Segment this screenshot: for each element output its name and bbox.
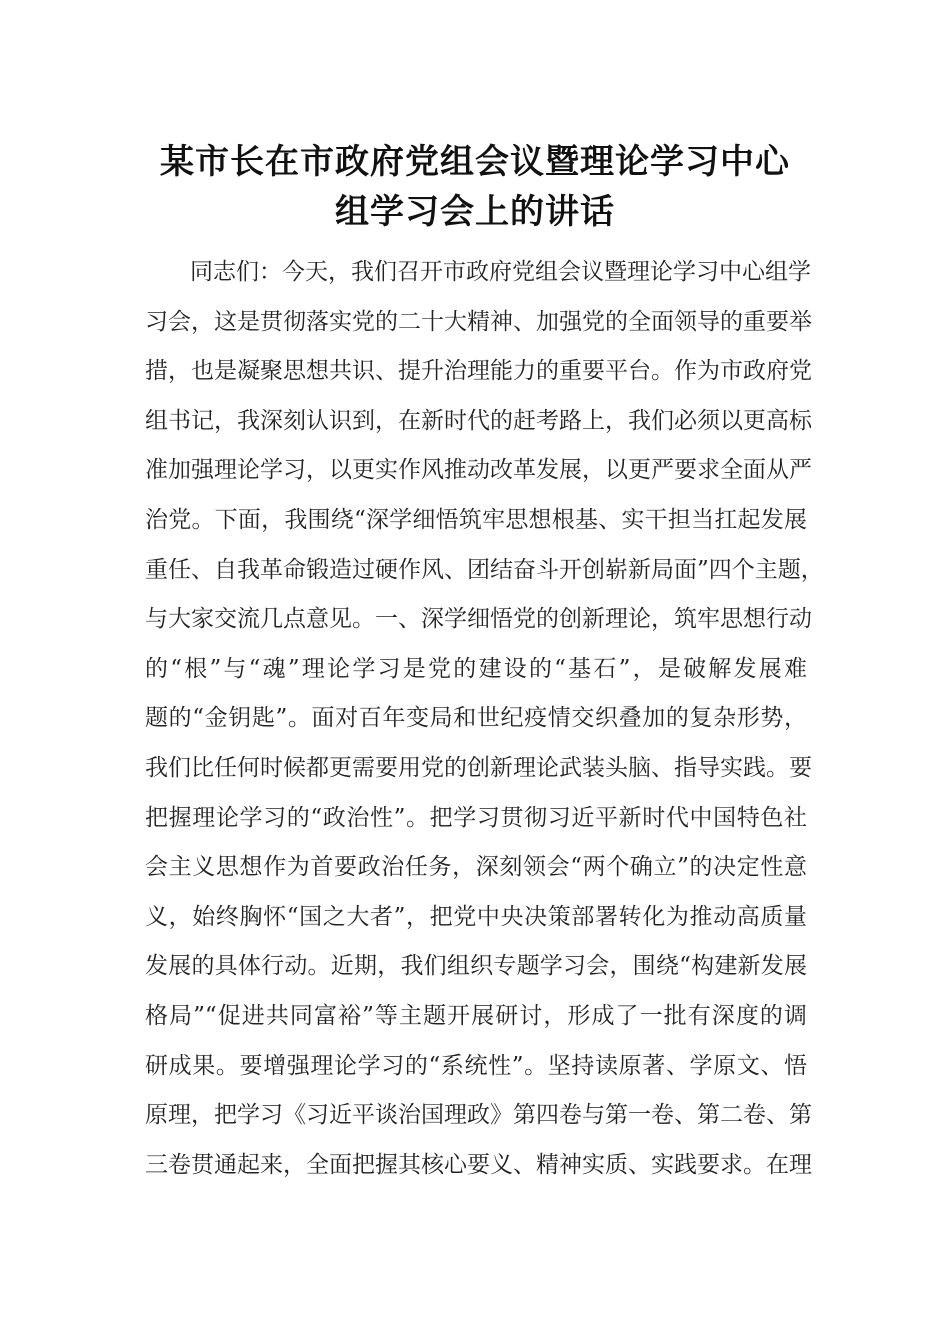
body-text-line: 与大家交流几点意见。一、深学细悟党的创新理论，筑牢思想行动 — [145, 606, 812, 633]
body-text-line: 重任、自我革命锻造过硬作风、团结奋斗开创崭新局面”四个主题， — [145, 556, 824, 583]
body-text-line: 研成果。要增强理论学习的“系统性”。坚持读原著、学原文、悟 — [145, 1052, 807, 1079]
body-text-line: 措，也是凝聚思想共识、提升治理能力的重要平台。作为市政府党 — [145, 358, 812, 385]
body-text-line: 会主义思想作为首要政治任务，深刻领会“两个确立”的决定性意 — [145, 854, 807, 881]
document-title-line-2: 组学习会上的讲话 — [335, 192, 615, 232]
body-text-line: 义，始终胸怀“国之大者”，把党中央决策部署转化为推动高质量 — [145, 903, 807, 930]
body-text-line: 题的“金钥匙”。面对百年变局和世纪疫情交织叠加的复杂形势， — [145, 705, 807, 732]
document-body — [145, 248, 824, 1190]
body-text-line: 组书记，我深刻认识到，在新时代的赶考路上，我们必须以更高标 — [145, 407, 812, 434]
body-text-line: 我们比任何时候都更需要用党的创新理论武装头脑、指导实践。要 — [145, 754, 812, 781]
body-text-line: 发展的具体行动。近期，我们组织专题学习会，围绕“构建新发展 — [145, 953, 807, 980]
body-text-line: 的“根”与“魂”理论学习是党的建设的“基石”，是破解发展难 — [145, 655, 807, 682]
body-text-line: 把握理论学习的“政治性”。把学习贯彻习近平新时代中国特色社 — [145, 804, 807, 831]
body-text-line: 同志们：今天，我们召开市政府党组会议暨理论学习中心组学 — [190, 259, 811, 285]
body-text-line: 格局”“促进共同富裕”等主题开展研讨，形成了一批有深度的调 — [145, 1002, 807, 1029]
document-title-line-1: 某市长在市政府党组会议暨理论学习中心 — [160, 142, 790, 182]
body-text-line: 习会，这是贯彻落实党的二十大精神、加强党的全面领导的重要举 — [145, 308, 812, 335]
body-text-line: 三卷贯通起来，全面把握其核心要义、精神实质、实践要求。在理 — [145, 1151, 812, 1178]
body-text-line: 准加强理论学习，以更实作风推动改革发展，以更严要求全面从严 — [145, 457, 812, 484]
body-text-line: 原理，把学习《习近平谈治国理政》第四卷与第一卷、第二卷、第 — [145, 1102, 812, 1129]
body-text-line: 治党。下面，我围绕“深学细悟筑牢思想根基、实干担当扛起发展 — [145, 506, 807, 533]
